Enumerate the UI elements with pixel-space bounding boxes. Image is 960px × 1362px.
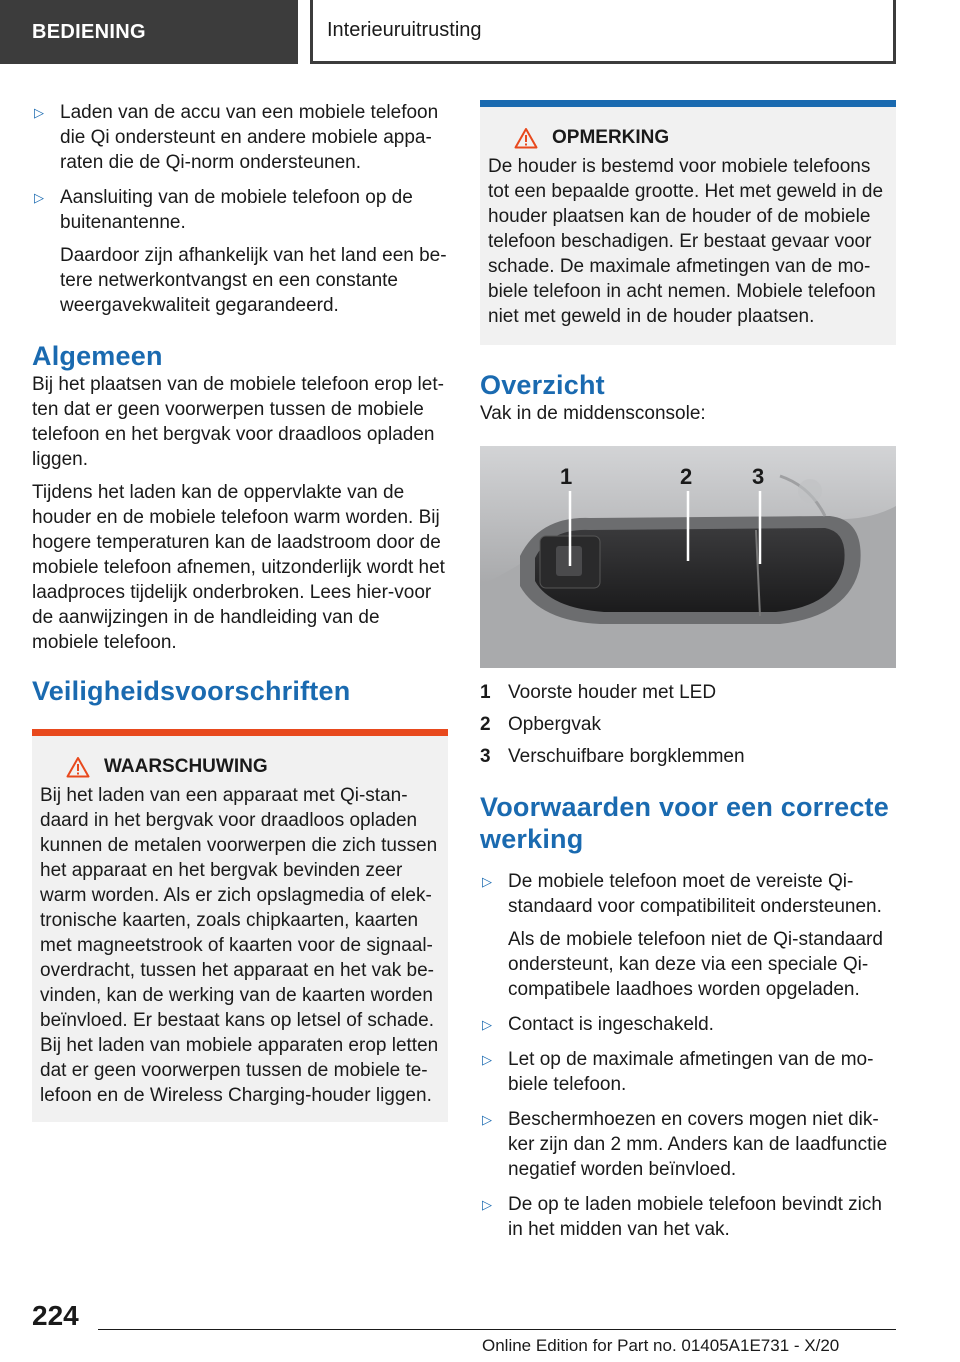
bullet-text: Aansluiting van de mobiele telefoon op de buitenantenne. <box>60 187 413 233</box>
footer-divider <box>98 1329 896 1330</box>
legend <box>480 680 896 769</box>
warning-title-text: WAARSCHUWING <box>104 756 268 777</box>
warning-title <box>40 754 440 779</box>
bullet-subtext: Daardoor zijn afhankelijk van het land een be-tere netwerkontvangst en een constante weergavekwaliteit gegarandeerd. <box>60 245 447 316</box>
list-item <box>480 1012 896 1037</box>
list-item <box>480 1192 896 1242</box>
warning-triangle-icon <box>514 127 538 149</box>
legend-text: Opbergvak <box>508 714 601 735</box>
heading-safety: Veiligheidsvoorschriften <box>32 676 351 706</box>
note-title <box>488 125 888 150</box>
triangle-bullet-icon: ▷ <box>34 105 44 120</box>
legend-item <box>480 712 896 737</box>
list-item <box>32 100 448 175</box>
console-figure <box>480 446 896 668</box>
legend-item <box>480 744 896 769</box>
section-tab <box>0 0 298 64</box>
legend-text: Verschuifbare borgklemmen <box>508 746 745 767</box>
figure-label-2: 2 <box>680 464 693 489</box>
warning-triangle-icon <box>66 756 90 778</box>
triangle-bullet-icon: ▷ <box>482 874 492 889</box>
topic-tab <box>310 0 896 64</box>
list-item <box>32 185 448 318</box>
bullet-text: De mobiele telefoon moet de vereiste Qi-standaard voor compatibiliteit ondersteunen. <box>508 871 882 917</box>
figure-label-1: 1 <box>560 464 573 489</box>
legend-text: Voorste houder met LED <box>508 682 717 703</box>
right-column <box>480 100 896 1252</box>
triangle-bullet-icon: ▷ <box>482 1017 492 1032</box>
page-number: 224 <box>32 1300 79 1331</box>
legend-number: 2 <box>480 714 491 735</box>
edition-text: Online Edition for Part no. 01405A1E731 - X/20 <box>482 1336 840 1355</box>
note-text: De houder is bestemd voor mobiele telefoons tot een bepaalde grootte. Het met geweld in de houder plaatsen kan de houder of de mobiele telefoon beschadigen. Er bestaat gevaar voor schade. De maximale afmetingen van de mo-biele telefoon in acht nemen. Mobiele telefoon niet met geweld in de houder plaatsen. <box>488 156 884 327</box>
legend-number: 3 <box>480 746 491 767</box>
heading-general: Algemeen <box>32 341 163 371</box>
triangle-bullet-icon: ▷ <box>482 1112 492 1127</box>
legend-item <box>480 680 896 705</box>
figure-label-3: 3 <box>752 464 765 489</box>
triangle-bullet-icon: ▷ <box>34 190 44 205</box>
general-paragraph-2: Tijdens het laden kan de oppervlakte van de houder en de mobiele telefoon warm worden. Bij hogere temperaturen kan de laadstroom door de mobiele telefoon afnemen, uitzonderlijk wordt het laadproces tijdelijk onderbroken. Lees hier-voor de aanwijzingen in de handleiding van de mobiele telefoon. <box>32 482 445 653</box>
legend-number: 1 <box>480 682 491 703</box>
warning-box <box>32 729 448 1122</box>
bullet-text: Contact is ingeschakeld. <box>508 1014 714 1035</box>
bullet-text: Laden van de accu van een mobiele telefoon die Qi ondersteunt en andere mobiele appa-raten die de Qi-norm ondersteunen. <box>60 102 439 173</box>
overview-intro: Vak in de middensconsole: <box>480 403 706 424</box>
bullet-text: De op te laden mobiele telefoon bevindt zich in het midden van het vak. <box>508 1194 882 1240</box>
heading-overview: Overzicht <box>480 370 605 400</box>
list-item <box>480 1047 896 1097</box>
triangle-bullet-icon: ▷ <box>482 1197 492 1212</box>
bullet-text: Let op de maximale afmetingen van de mo-biele telefoon. <box>508 1049 874 1095</box>
left-column <box>32 100 448 1122</box>
bullet-text: Beschermhoezen en covers mogen niet dik-ker zijn dan 2 mm. Anders kan de laadfunctie negatief worden beïnvloed. <box>508 1109 888 1180</box>
section-title: BEDIENING <box>32 20 146 43</box>
warning-text: Bij het laden van een apparaat met Qi-stan-daard in het bergvak voor draadloos opladen kunnen de metalen voorwerpen die zich tussen het apparaat en het bergvak bevinden zeer warm worden. Als er zich opslagmedia of elek-tronische kaarten, zoals chipkaarten, kaarten met magneetstrook of kaarten voor de signaal-overdracht, tussen het apparaat en het vak be-vinden, kan de werking van de kaarten worden beïnvloed. Er bestaat kans op letsel of schade. Bij het laden van mobiele apparaten erop letten dat er geen voorwerpen tussen de mobiele te-lefoon en de Wireless Charging-houder liggen. <box>40 785 439 1106</box>
general-paragraph-1: Bij het plaatsen van de mobiele telefoon erop let-ten dat er geen voorwerpen tussen de mobiele telefoon en het bergvak voor draadloos opladen liggen. <box>32 374 444 470</box>
list-item <box>480 1107 896 1182</box>
list-item <box>480 869 896 1002</box>
bullet-subtext: Als de mobiele telefoon niet de Qi-standaard ondersteunt, kan deze via een speciale Qi-compatibele laadhoes worden opgeladen. <box>508 929 883 1000</box>
topic-title: Interieuruitrusting <box>327 19 482 41</box>
note-box <box>480 100 896 345</box>
note-title-text: OPMERKING <box>552 127 670 148</box>
heading-conditions: Voorwaarden voor een correcte werking <box>480 792 889 854</box>
triangle-bullet-icon: ▷ <box>482 1052 492 1067</box>
